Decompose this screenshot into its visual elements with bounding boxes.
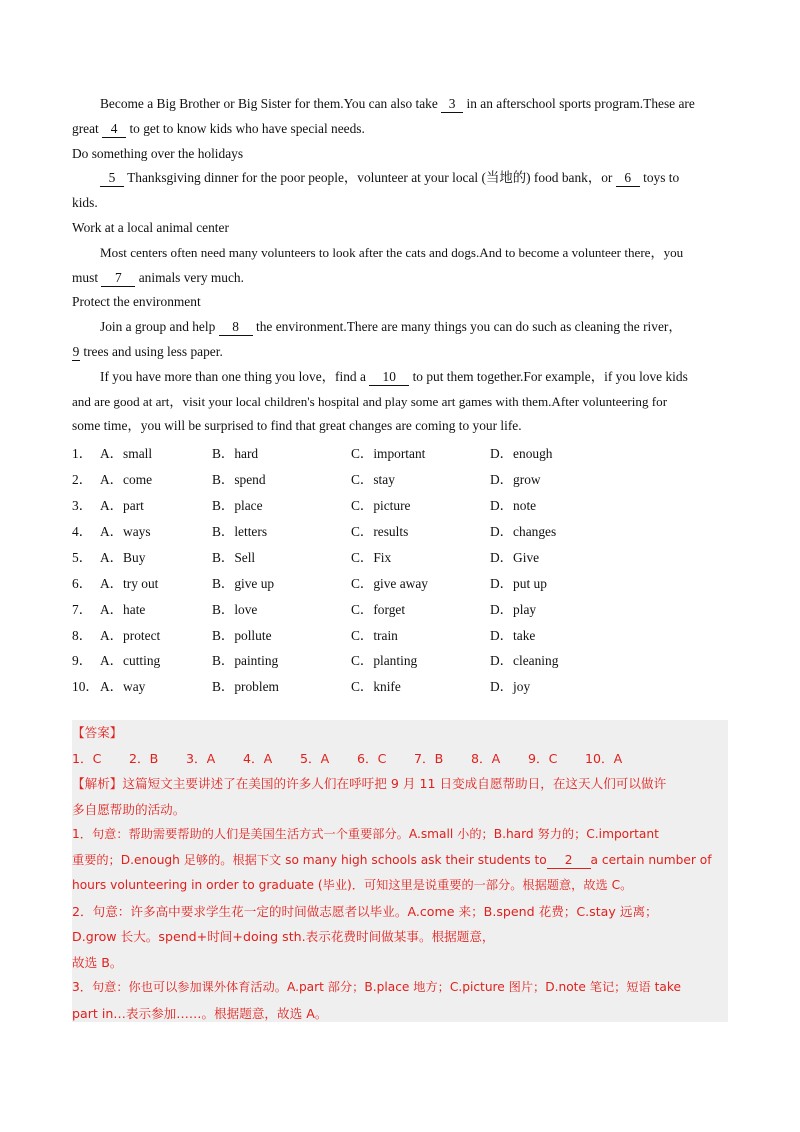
option-row: [72, 571, 728, 597]
answer-key: 3．A: [186, 750, 216, 766]
analysis-line: 2．句意：许多高中要求学生花一定的时间做志愿者以毕业。A.come 来；B.spend 花费；C.stay 远离；: [72, 903, 658, 919]
passage-line: Become a Big Brother or Big Sister for them.You can also take 3 in an afterschool sports program.These are: [100, 96, 695, 111]
options-list: [72, 441, 728, 700]
analysis-line: 多自愿帮助的活动。: [72, 801, 186, 817]
blank-3: 3: [441, 96, 463, 113]
option-b: B．pollute: [212, 627, 272, 643]
option-row: [72, 519, 728, 545]
option-row: [72, 545, 728, 571]
passage: [72, 92, 728, 700]
passage-line: If you have more than one thing you love，find a 10 to put them together.For example，if you love kids: [100, 368, 688, 384]
option-c: C．knife: [351, 679, 401, 695]
option-a: A．try out: [100, 575, 159, 591]
option-c: C．stay: [351, 472, 395, 488]
option-b: B．love: [212, 601, 258, 617]
section-heading: Protect the environment: [72, 294, 201, 310]
option-b: B．painting: [212, 653, 279, 669]
option-c: C．results: [351, 523, 409, 539]
option-row: [72, 441, 728, 467]
option-d: D．Give: [490, 549, 540, 565]
blank-10: 10: [369, 369, 409, 386]
answer-key: 8．A: [471, 750, 501, 766]
option-b: B．give up: [212, 575, 275, 591]
analysis-line: 重要的；D.enough 足够的。根据下文 so many high schools ask their students to 2 a certain number of: [72, 852, 712, 867]
answer-key: 2．B: [129, 750, 159, 766]
option-b: B．Sell: [212, 549, 256, 565]
answer-key: 4．A: [243, 750, 273, 766]
option-d: D．cleaning: [490, 653, 559, 669]
option-c: C．picture: [351, 497, 411, 513]
option-d: D．take: [490, 627, 536, 643]
option-d: D．grow: [490, 472, 541, 488]
option-a: A．Buy: [100, 549, 146, 565]
passage-line: 9 trees and using less paper.: [72, 343, 223, 359]
analysis-line: 1．句意：帮助需要帮助的人们是美国生活方式一个重要部分。A.small 小的；B.hard 努力的；C.important: [72, 827, 659, 841]
option-d: D．enough: [490, 446, 553, 462]
option-d: D．joy: [490, 679, 531, 695]
blank-9: 9: [72, 343, 80, 359]
option-a: A．way: [100, 679, 146, 695]
option-row: [72, 674, 728, 700]
answer-keys: [72, 746, 728, 772]
option-c: C．give away: [351, 575, 428, 591]
option-d: D．note: [490, 497, 537, 513]
option-row: [72, 648, 728, 674]
option-number: 10．: [72, 679, 99, 695]
passage-line: Join a group and help 8 the environment.There are many things you can do such as cleaning the river，: [100, 319, 682, 335]
option-d: D．put up: [490, 575, 547, 591]
blank-6: 6: [616, 170, 640, 187]
passage-line: kids.: [72, 195, 98, 211]
option-b: B．spend: [212, 472, 266, 488]
analysis-line: 【解析】这篇短文主要讲述了在美国的许多人们在呼吁把 9 月 11 日变成自愿帮助日，在这天人们可以做许: [72, 776, 667, 791]
option-a: A．come: [100, 472, 153, 488]
option-b: B．letters: [212, 523, 268, 539]
passage-line: 5 Thanksgiving dinner for the poor people，volunteer at your local (当地的) food bank，or 6 toys to: [72, 166, 728, 191]
section-heading: Do something over the holidays: [72, 145, 244, 161]
option-number: 4．: [72, 523, 93, 539]
answer-key: 6．C: [357, 750, 387, 766]
answer-key: 7．B: [414, 750, 444, 766]
section-heading: Work at a local animal center: [72, 219, 229, 235]
passage-line: must 7 animals very much.: [72, 269, 244, 285]
passage-line: Most centers often need many volunteers to look after the cats and dogs.And to become a volunteer there，you: [100, 244, 684, 260]
analysis-line: D.grow 长大。spend+时间+doing sth.表示花费时间做某事。根据题意，: [72, 929, 495, 944]
option-a: A．hate: [100, 601, 146, 617]
option-number: 6．: [72, 575, 93, 591]
option-number: 2．: [72, 472, 93, 488]
option-number: 5．: [72, 549, 93, 565]
option-row: [72, 467, 728, 493]
option-a: A．ways: [100, 523, 151, 539]
blank-4: 4: [102, 121, 126, 138]
option-c: C．important: [351, 446, 426, 462]
blank-8: 8: [219, 319, 253, 336]
option-row: [72, 597, 728, 623]
option-a: A．small: [100, 446, 153, 462]
analysis-line: hours volunteering in order to graduate (毕业)．可知这里是说重要的一部分。根据题意，故选 C。: [72, 878, 633, 892]
answer-section: [72, 720, 728, 1022]
option-c: C．forget: [351, 601, 406, 617]
option-number: 7．: [72, 601, 93, 617]
option-c: C．Fix: [351, 549, 392, 565]
option-row: [72, 623, 728, 649]
answer-title: 【答案】: [72, 725, 123, 740]
option-c: C．train: [351, 627, 398, 643]
blank-5: 5: [100, 170, 124, 187]
passage-line: great 4 to get to know kids who have special needs.: [72, 120, 365, 136]
option-a: A．cutting: [100, 653, 161, 669]
option-a: A．protect: [100, 627, 161, 643]
option-a: A．part: [100, 497, 144, 513]
passage-line: some time，you will be surprised to find that great changes are coming to your life.: [72, 418, 522, 434]
option-d: D．play: [490, 601, 537, 617]
analysis-line: 故选 B。: [72, 954, 123, 970]
option-number: 3．: [72, 497, 93, 513]
answer-key: 1．C: [72, 750, 102, 766]
option-c: C．planting: [351, 653, 418, 669]
analysis-blank: 2: [547, 853, 591, 869]
answer-key: 9．C: [528, 750, 558, 766]
passage-line: and are good at art，visit your local children's hospital and play some art games with them.After volunteering for: [72, 393, 668, 409]
option-number: 8．: [72, 627, 93, 643]
option-d: D．changes: [490, 523, 557, 539]
answer-key: 10．A: [585, 750, 623, 766]
option-b: B．problem: [212, 679, 279, 695]
answer-key: 5．A: [300, 750, 330, 766]
option-number: 9．: [72, 653, 93, 669]
analysis-line: 3．句意：你也可以参加课外体育活动。A.part 部分；B.place 地方；C.picture 图片；D.note 笔记；短语 take: [72, 980, 681, 994]
option-b: B．place: [212, 497, 263, 513]
blank-7: 7: [101, 270, 135, 287]
option-number: 1．: [72, 446, 93, 462]
analysis-line: part in…表示参加……。根据题意，故选 A。: [72, 1005, 328, 1021]
option-row: [72, 493, 728, 519]
option-b: B．hard: [212, 446, 259, 462]
